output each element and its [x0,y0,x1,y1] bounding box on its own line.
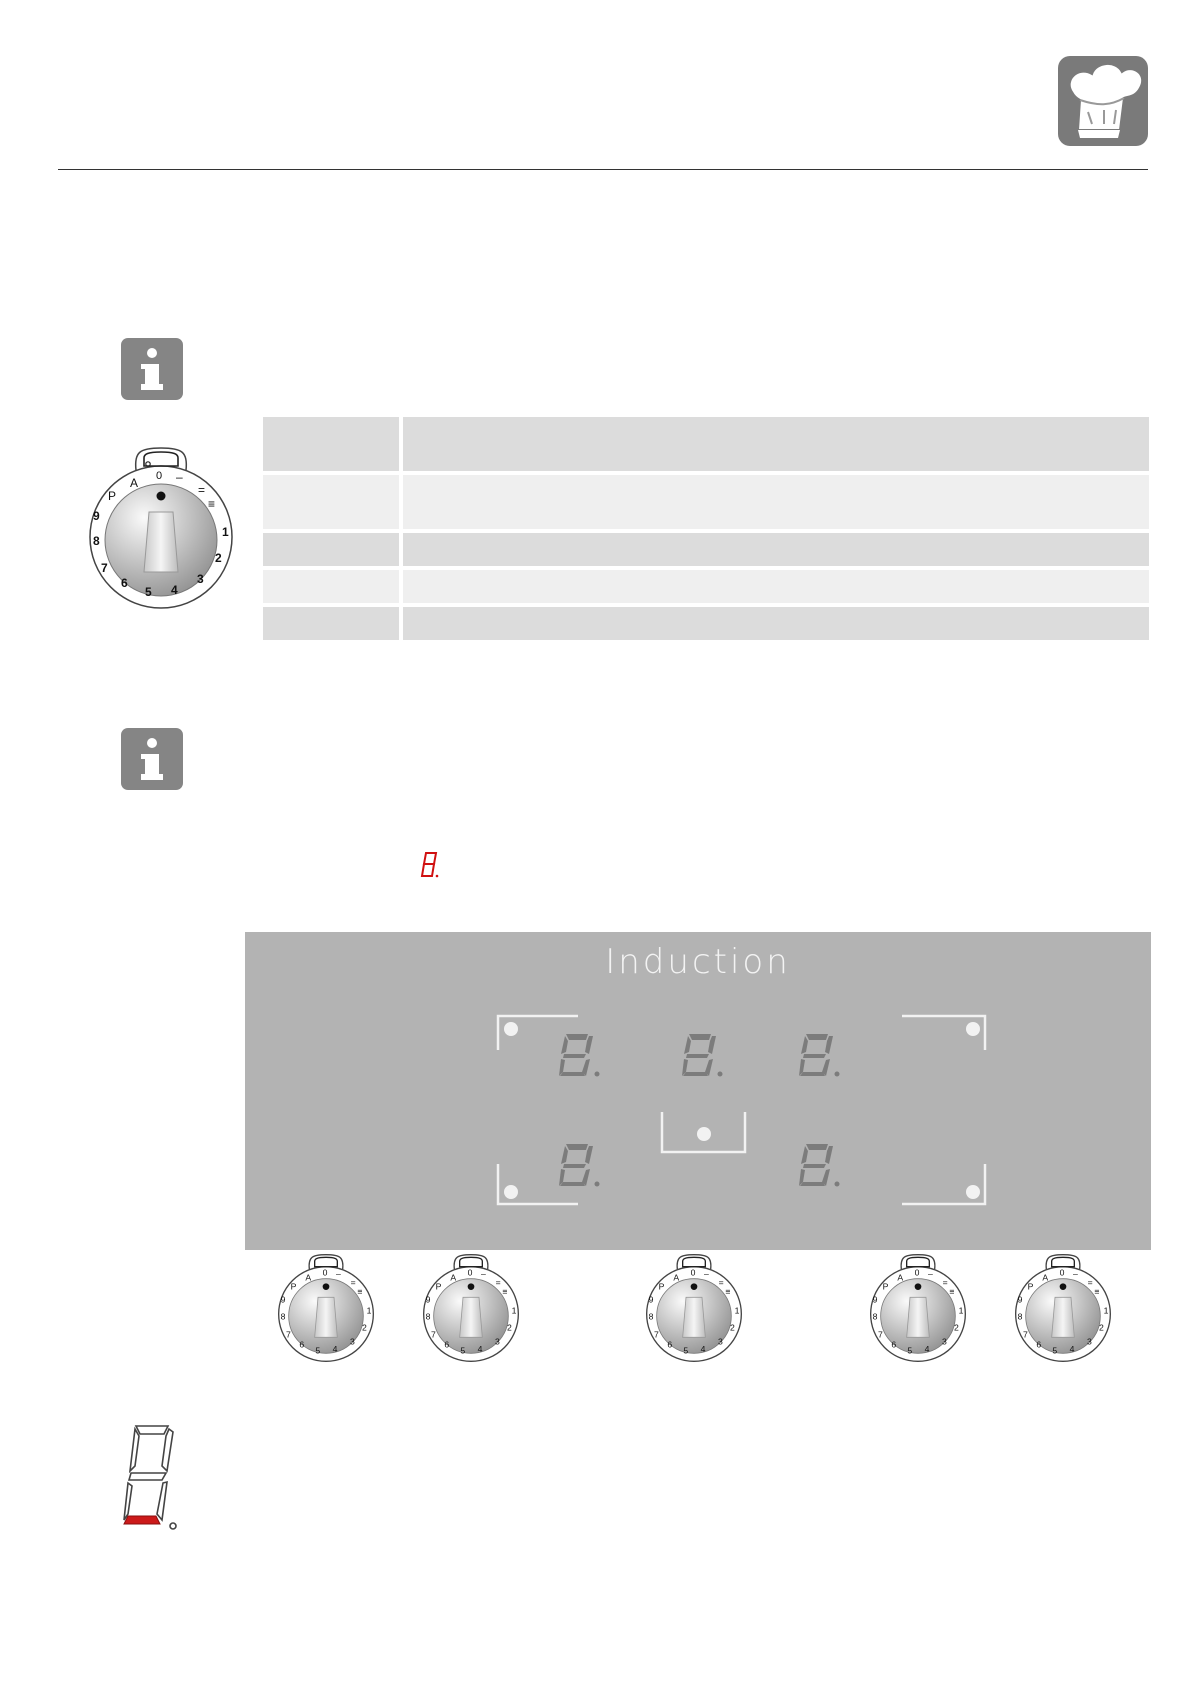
red-digit-8-icon [420,850,442,880]
header-divider [58,169,1148,170]
cooking-zone-knob [421,1252,521,1369]
control-knob-icon [276,1252,376,1364]
table-row [263,607,1149,640]
bridge-zone-knob [644,1252,744,1369]
info-icon [121,728,183,790]
table-cell [403,607,1149,640]
cooking-zone-knob [276,1252,376,1369]
svg-text:–: – [176,470,183,484]
table-cell [263,417,399,471]
display-digit [798,1032,842,1083]
cooking-zone-knob [868,1252,968,1369]
seven-segment-display-icon [798,1142,842,1188]
display-digit [681,1032,725,1083]
chef-hat-badge [1058,56,1148,146]
svg-text:4: 4 [171,583,178,597]
control-knob-icon [1013,1252,1113,1364]
info-icon [121,338,183,400]
cooking-zone-knob [1013,1252,1113,1369]
display-digit [798,1142,842,1193]
display-digit [558,1032,602,1083]
svg-text:8: 8 [93,534,100,548]
svg-text:3: 3 [197,572,204,586]
svg-text:7: 7 [101,561,108,575]
segment-legend-icon [122,1424,182,1532]
panel-title: Induction [605,942,791,982]
table-row [263,475,1149,529]
control-knob-icon [644,1252,744,1364]
control-knob-icon [868,1252,968,1364]
svg-text:A: A [130,476,139,490]
panel-graphics [245,932,1151,1250]
table-row [263,533,1149,566]
svg-text:6: 6 [121,576,128,590]
svg-text:2: 2 [215,551,222,565]
chef-hat-icon [1058,56,1148,146]
svg-text:0: 0 [156,470,163,482]
table-cell [263,475,399,529]
table-row [263,570,1149,603]
control-knob-diagram [86,444,236,612]
seven-segment-display-icon [558,1142,602,1188]
svg-text:=: = [198,483,206,497]
svg-text:P: P [108,489,117,503]
display-digit [558,1142,602,1193]
seven-segment-display-icon [558,1032,602,1078]
induction-control-panel [245,932,1151,1250]
power-level-table [263,417,1149,644]
table-cell [403,417,1149,471]
svg-text:9: 9 [93,509,100,523]
table-cell [263,607,399,640]
table-cell [403,475,1149,529]
table-cell [263,533,399,566]
control-knob-icon [86,444,236,612]
control-knob-icon [421,1252,521,1364]
table-cell [403,533,1149,566]
table-row [263,417,1149,471]
table-cell [403,570,1149,603]
svg-text:1: 1 [222,525,229,539]
svg-text:5: 5 [145,585,152,599]
seven-segment-display-icon [798,1032,842,1078]
seven-segment-display-icon [681,1032,725,1078]
svg-text:≡: ≡ [208,497,216,511]
table-cell [263,570,399,603]
